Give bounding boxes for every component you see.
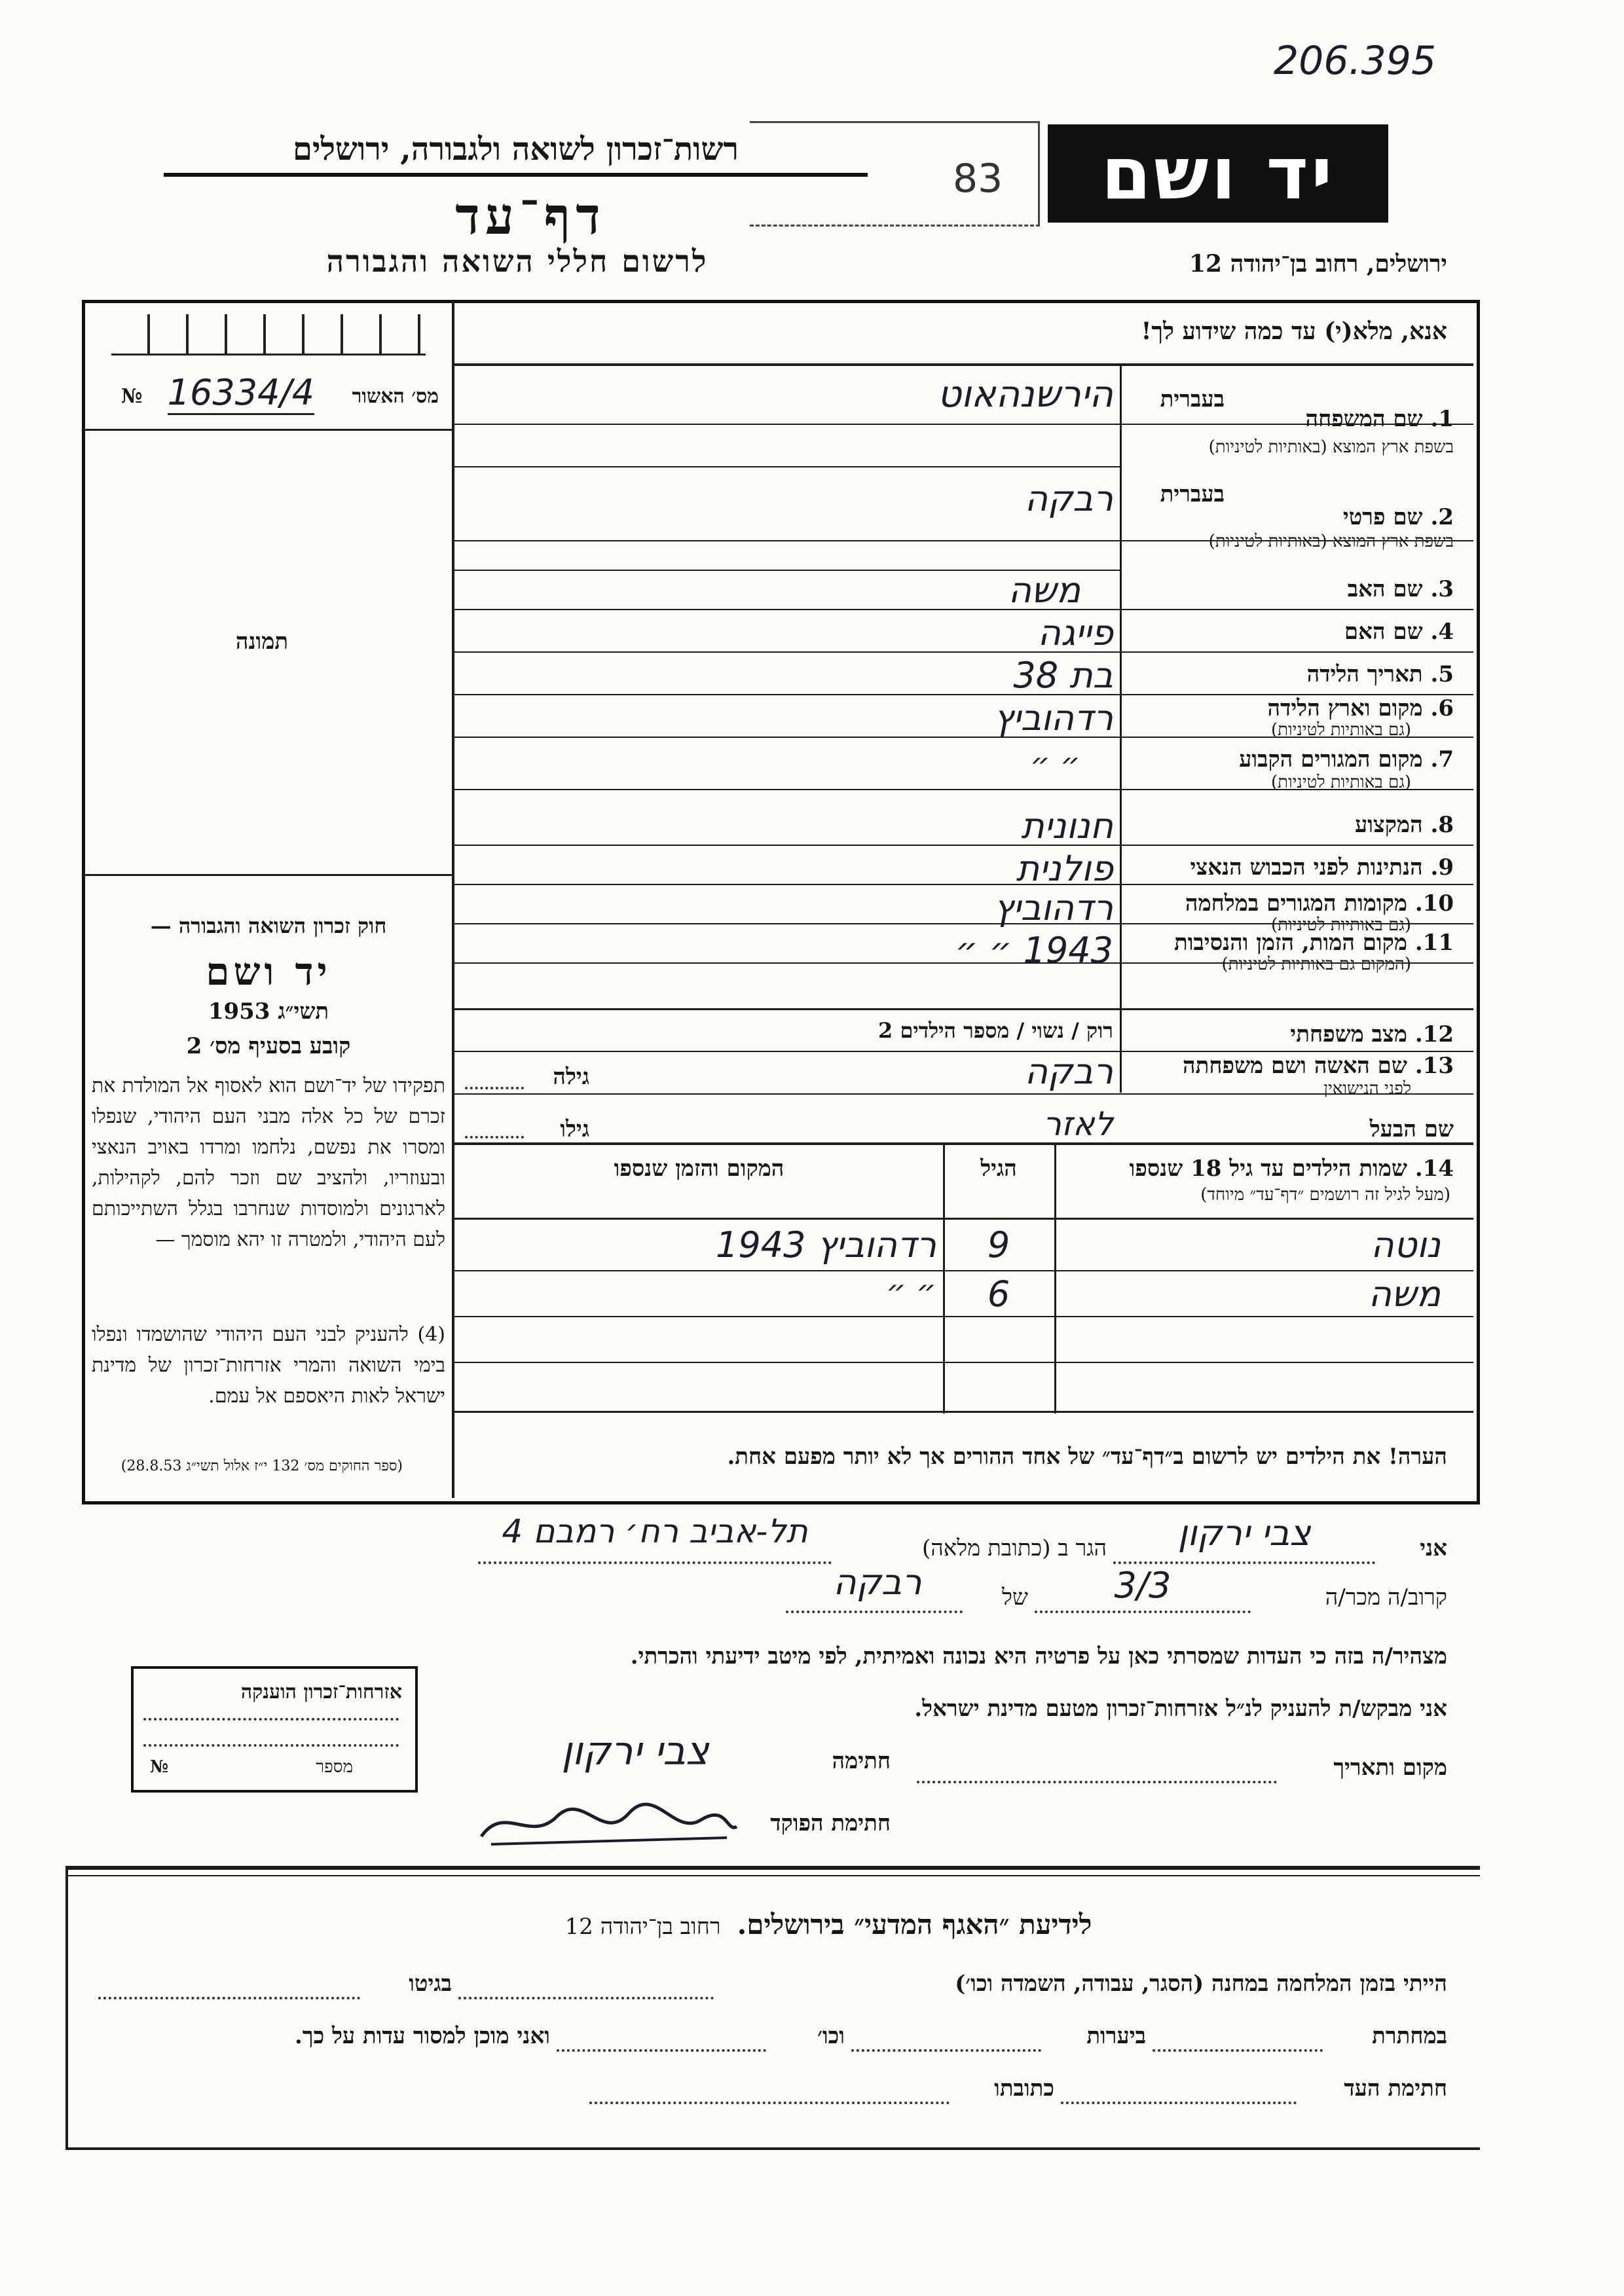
photo-label: תמונה [235,629,289,655]
field-num-7: 7. [1430,746,1454,773]
footer-line3-b: כתובתו [994,2075,1054,2102]
field-text-5: תאריך הלידה [1306,661,1423,687]
field-sub-wartime-residence: (גם באותיות לטיניות) [1270,915,1411,935]
intro-text: אנא, מלא(י) עד כמה שידוע לך! [1141,318,1447,345]
field-text-9: הנתינות לפני הכבוש הנאצי [1190,854,1423,881]
approval-field [92,372,445,413]
field-sub-death: (המקום גם באותיות לטיניות) [1221,955,1411,974]
field-text-7: מקום המגורים הקבוע [1239,746,1423,773]
footer-address: רחוב בן־יהודה 12 [564,1914,721,1940]
field-label-father [1231,576,1454,602]
field-value-occupation: חנונית [1021,805,1113,847]
approval-no-sign: № [121,385,143,408]
header-address: ירושלים, רחוב בן־יהודה 12 [1189,250,1447,278]
field-value-wartime-residence: רדהוביץ [993,887,1113,928]
footer-title-line [458,1908,1198,1941]
child-1-age: 9 [987,1224,1010,1266]
approval-label: מס׳ האשור [352,385,439,408]
field-sub-residence: (גם באותיות לטיניות) [1270,773,1411,792]
wife-age-label: גילה [553,1064,589,1090]
field-num-4: 4. [1430,619,1454,645]
field-value-birthplace: רדהוביץ [993,697,1113,738]
field-text-1: שם המשפחה [1305,406,1423,432]
footer-title: לידיעת ״האגף המדעי״ בירושלים. [737,1908,1092,1941]
field-label-surname [1231,406,1454,432]
authority-name: רשות־זכרון לשואה ולגבורה, ירושלים [164,131,868,177]
field-label-first-name [1231,504,1454,530]
field-text-11: מקום המות, הזמן והנסיבות [1173,930,1407,956]
footer-line2-a: במחתרת [1372,2023,1447,2049]
field-sub-first-name: בשפת ארץ המוצא (באותיות לטיניות) [1208,532,1454,551]
field-text-13: שם האשה ושם משפחתה [1183,1053,1407,1079]
field-label-residence [1146,746,1454,773]
footer-line1-a: הייתי בזמן המלחמה במחנה (הסגר, עבודה, השמדה וכו׳) [955,1971,1447,1997]
law-body: תפקידו של יד־ושם הוא לאסוף אל המולדת את זכרם של כל אלה מבני העם היהודי, שנפלו ומסרו את נפשם, נלחמו ומרדו באויב הנאצי ובעוזריו, ולהציב שם וזכר להם, לקהילות, לארגונים ולמוסדות שנחרבו בגלל השתייכותם לעם היהודי, ולמטרה זו יהא מוסמך — [92,1074,445,1251]
citizenship-box [131,1666,418,1793]
decl-resides-label: הגר ב (כתובת מלאה) [921,1535,1107,1561]
field-label-mother [1231,619,1454,645]
decl-of-label: של [1002,1584,1028,1611]
citizenship-no-sign: № [150,1757,169,1777]
archive-number: 206.395 [1274,38,1437,84]
footer-line2-b: ביערות [1086,2023,1146,2049]
field-text-12: מצב משפחתי [1290,1021,1407,1048]
field-label-citizenship [1123,854,1454,881]
field-num-1: 1. [1430,406,1454,432]
children-title-text: שמות הילדים עד גיל 18 שנספו [1129,1156,1407,1182]
decl-request: אני מבקש/ת להעניק לנ״ל אזרחות־זכרון מטעם מדינת ישראל. [914,1696,1447,1722]
field-label-birthdate [1231,661,1454,687]
law-title: חוק זכרון השואה והגבורה — [150,913,387,938]
decl-address-value: תל-אביב רח׳ רמבם 4 [502,1512,808,1550]
field-value-marital: רוק / נשוי / מספר הילדים 2 [878,1018,1113,1043]
field-label-occupation [1231,812,1454,838]
footer-line2-c: וכו׳ [817,2023,845,2049]
field-value-surname: הירשנהאוט [937,373,1113,416]
decl-relation-label: קרוב/ה מכר/ה [1325,1584,1447,1611]
child-2-age: 6 [987,1273,1010,1315]
field-value-birthdate: בת 38 [1013,655,1113,696]
field-sub-birthplace: (גם באותיות לטיניות) [1270,720,1411,740]
field-num-9: 9. [1430,854,1454,881]
citizenship-number-label: מספר [316,1757,353,1777]
husband-value: לאזר [1043,1105,1113,1143]
logo-text: יד ושם [1101,132,1335,215]
form-title: דף־עד [455,187,606,246]
field-text-6: מקום וארץ הלידה [1267,695,1423,721]
husband-label: שם הבעל [1369,1116,1454,1142]
field-num-2: 2. [1430,504,1454,530]
field-value-wife: רבקה [1024,1051,1113,1092]
decl-i-label: אני [1420,1535,1447,1561]
child-2-place: ״ ״ [885,1273,936,1310]
field-label-wife [1123,1053,1454,1079]
field-num-8: 8. [1430,812,1454,838]
decl-signature-label: חתימה [832,1748,891,1774]
decl-i-value: צבי ירקון [1177,1512,1311,1554]
law-item4: (4) להעניק לבני העם היהודי שהושמדו ונפלו בימי השואה והמרי אזרחות־זכרון של מדינת ישראל לאות היאספם אל עמם. [92,1323,445,1408]
field-text-8: המקצוע [1354,812,1423,838]
form-subtitle: לרשום חללי השואה והגבורה [326,244,709,279]
field-text-3: שם האב [1347,576,1423,602]
field-value-death: 1943 ״ ״ [955,930,1113,971]
approval-value: 16334/4 [168,372,314,415]
field-label-death [1123,930,1454,956]
field-sub-wife: לפני הנישואין [1323,1079,1411,1099]
field-text-2: שם פרטי [1342,504,1423,530]
footer-line3-a: חתימת העד [1344,2075,1447,2102]
field-value-father: משה [1008,570,1080,611]
children-col-place: המקום והזמן שנספו [614,1156,784,1182]
field-num-10: 10. [1414,890,1454,917]
decl-of-value: רבקה [833,1561,922,1603]
child-2-name: משה [1368,1273,1441,1315]
field-value-first-name: רבקה [1024,478,1113,519]
field-sub-surname: בשפת ארץ המוצא (באותיות לטיניות) [1208,437,1454,457]
field-num-3: 3. [1430,576,1454,602]
logo [1048,124,1388,223]
officer-signature [478,1797,740,1850]
decl-officer-label: חתימת הפוקד [770,1810,891,1836]
footer-line2-d: ואני מוכן למסור עדות על כך. [295,2023,550,2049]
field-text-10: מקומות המגורים במלחמה [1185,890,1407,917]
field-hebrew-label-2: בעברית [1160,481,1225,507]
law-org: יד ושם [206,949,331,994]
decl-place-date-label: מקום ותאריך [1333,1755,1447,1781]
remark-text: הערה! את הילדים יש לרשום ב״דף־עד״ של אחד ההורים אך לא יותר מפעם אחת. [727,1444,1447,1470]
footer-line1-b: בגיטו [409,1971,452,1997]
children-num: 14. [1414,1156,1454,1182]
field-label-birthplace [1146,695,1454,721]
law-source: (ספר החוקים מס׳ 132 י״ז אלול תשי״ג 28.8.53) [120,1458,403,1474]
field-label-wartime-residence [1123,890,1454,917]
field-text-4: שם האם [1344,619,1423,645]
children-title [1058,1156,1454,1182]
field-num-5: 5. [1430,661,1454,687]
field-num-6: 6. [1430,695,1454,721]
field-hebrew-label-1: בעברית [1160,386,1225,412]
field-value-residence: ״ ״ [1029,746,1080,783]
field-num-11: 11. [1414,930,1454,956]
field-num-13: 13. [1414,1053,1454,1079]
reference-boxes [111,314,426,355]
law-clause: קובע בסעיף מס׳ 2 [186,1033,351,1059]
field-value-mother: פייגה [1037,612,1113,653]
field-value-citizenship: פולנית [1016,848,1113,889]
decl-statement: מצהיר/ה בזה כי העדות שמסרתי כאן על פרטיה היא נכונה ואמיתית, לפי מיטב ידיעתי והכרתי. [630,1643,1447,1669]
decl-relation-value: 3/3 [1114,1565,1172,1606]
ref-number: 83 [953,156,1003,202]
decl-signature-value: צבי ירקון [561,1728,709,1774]
law-year: תשי״ג 1953 [208,998,329,1025]
field-label-marital [1231,1021,1454,1048]
child-1-name: נוטה [1371,1224,1441,1266]
children-col-age: הגיל [980,1156,1017,1182]
husband-age-label: גילו [560,1116,589,1142]
field-num-12: 12. [1414,1021,1454,1048]
child-1-place: רדהוביץ 1943 [716,1224,936,1266]
citizenship-title: אזרחות־זכרון הוענקה [240,1681,402,1704]
children-note: (מעל לגיל זה רושמים ״דף־עד״ מיוחד) [1200,1185,1450,1205]
